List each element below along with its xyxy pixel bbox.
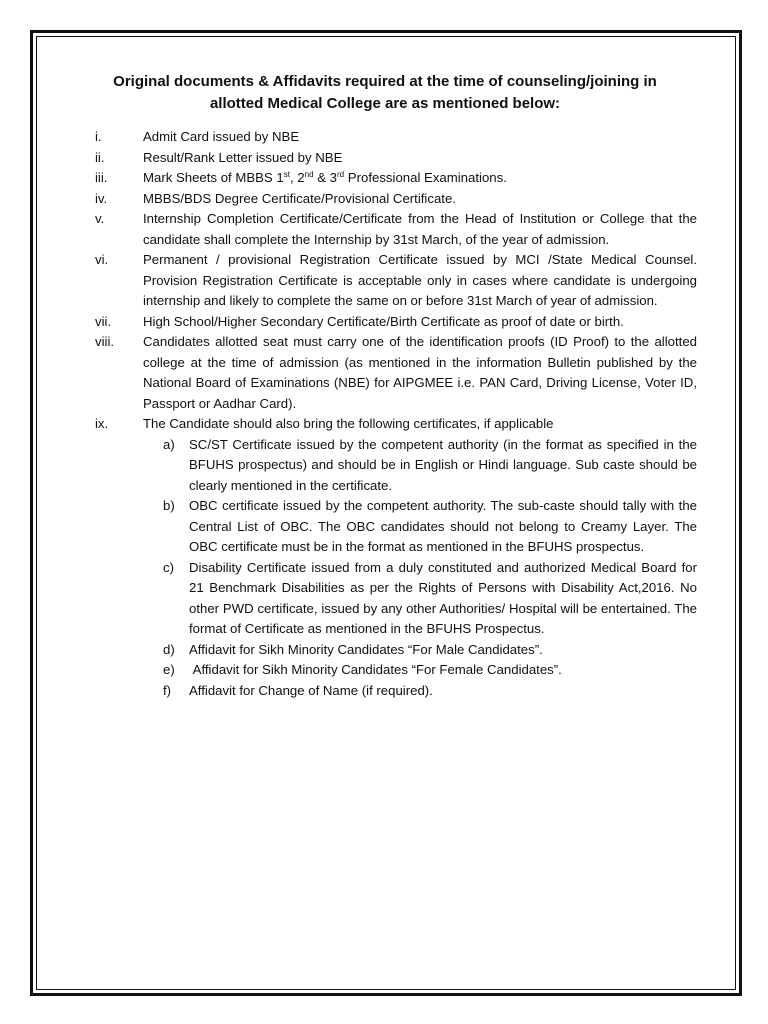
item-number: ix. (95, 416, 109, 431)
sub-item-letter: d) (163, 641, 175, 657)
item-text: The Candidate should also bring the following certificates, if applicable (143, 416, 554, 431)
list-item (95, 332, 697, 414)
sub-list-item (163, 558, 697, 640)
superscript: st (283, 170, 290, 179)
sub-item-letter: c) (163, 559, 174, 575)
item-text-part: Professional Examinations. (344, 170, 507, 185)
sub-item-text: Affidavit for Change of Name (if required). (189, 682, 433, 698)
item-text-part: Mark Sheets of MBBS 1 (143, 170, 284, 185)
sub-list-item (163, 496, 697, 558)
item-text: Permanent / provisional Registration Certificate issued by MCI /State Medical Counsel. Provision Registration Certificate is acceptable only in cases where candidate is undergoing internship and likely to complete the same on or before 31st March of year of admission. (143, 252, 697, 308)
item-number: i. (95, 129, 102, 144)
item-text (143, 168, 697, 189)
sub-item-letter: f) (163, 682, 172, 698)
item-text-part: & 3 (313, 170, 338, 185)
sub-list-item (163, 681, 697, 702)
superscript: rd (337, 170, 345, 179)
item-number: viii. (95, 334, 115, 349)
item-number: v. (95, 211, 105, 226)
sub-list-item (163, 640, 697, 661)
sub-item-letter: a) (163, 436, 175, 452)
sub-item-text: Disability Certificate issued from a duly constituted and authorized Medical Board for 21 Benchmark Disabilities as per the Rights of Persons with Disability Act,2016. No other PWD certificate, issued by any other Authorities/ Hospital will be entertained. The format of Certificate as mentioned in the BFUHS Prospectus. (189, 559, 697, 636)
item-text: Internship Completion Certificate/Certificate from the Head of Institution or College that the candidate shall complete the Internship by 31st March, of the year of admission. (143, 211, 697, 247)
documents-list (95, 127, 697, 701)
list-item (95, 168, 697, 189)
list-item (95, 312, 697, 333)
item-number: iii. (95, 170, 108, 185)
list-item (95, 250, 697, 312)
item-number: vi. (95, 252, 109, 267)
item-text-part: , 2 (289, 170, 305, 185)
item-text: Result/Rank Letter issued by NBE (143, 149, 343, 165)
item-text: Candidates allotted seat must carry one of the identification proofs (ID Proof) to the allotted college at the time of admission (as mentioned in the information Bulletin published by the National Board of Examinations (NBE) for AIPGMEE i.e. PAN Card, Driving License, Voter ID, Passport or Aadhar Card). (143, 334, 697, 411)
list-item (95, 148, 697, 169)
sub-item-text: SC/ST Certificate issued by the competent authority (in the format as specified in the BFUHS prospectus) and should be in English or Hindi language. Sub caste should be clearly mentioned in the certificate. (189, 436, 697, 493)
item-number: iv. (95, 190, 108, 206)
sub-item-text: Affidavit for Sikh Minority Candidates “For Female Candidates”. (189, 662, 562, 677)
list-item (95, 127, 697, 148)
list-item (95, 414, 697, 435)
item-text: High School/Higher Secondary Certificate/Birth Certificate as proof of date or birth. (143, 313, 624, 329)
sub-list-item (163, 660, 697, 681)
item-number: vii. (95, 313, 112, 329)
item-text: Admit Card issued by NBE (143, 129, 300, 144)
sub-item-letter: e) (163, 662, 175, 677)
sub-item-letter: b) (163, 498, 175, 513)
title-line-1: Original documents & Affidavits required at the time of counseling/joining in (113, 73, 657, 90)
item-number: ii. (95, 149, 105, 165)
title-line-2: allotted Medical College are as mentioned below: (209, 95, 561, 112)
sub-list-item (163, 435, 697, 497)
list-item (95, 209, 697, 250)
sub-item-text: Affidavit for Sikh Minority Candidates “For Male Candidates”. (189, 641, 543, 657)
item-text: MBBS/BDS Degree Certificate/Provisional Certificate. (143, 190, 456, 206)
document-title (70, 71, 700, 115)
superscript: nd (304, 170, 314, 179)
list-item (95, 189, 697, 210)
sub-item-text: OBC certificate issued by the competent authority. The sub-caste should tally with the Central List of OBC. The OBC candidates should not belong to Creamy Layer. The OBC certificate must be in the format as mentioned in the BFUHS prospectus. (189, 498, 697, 554)
